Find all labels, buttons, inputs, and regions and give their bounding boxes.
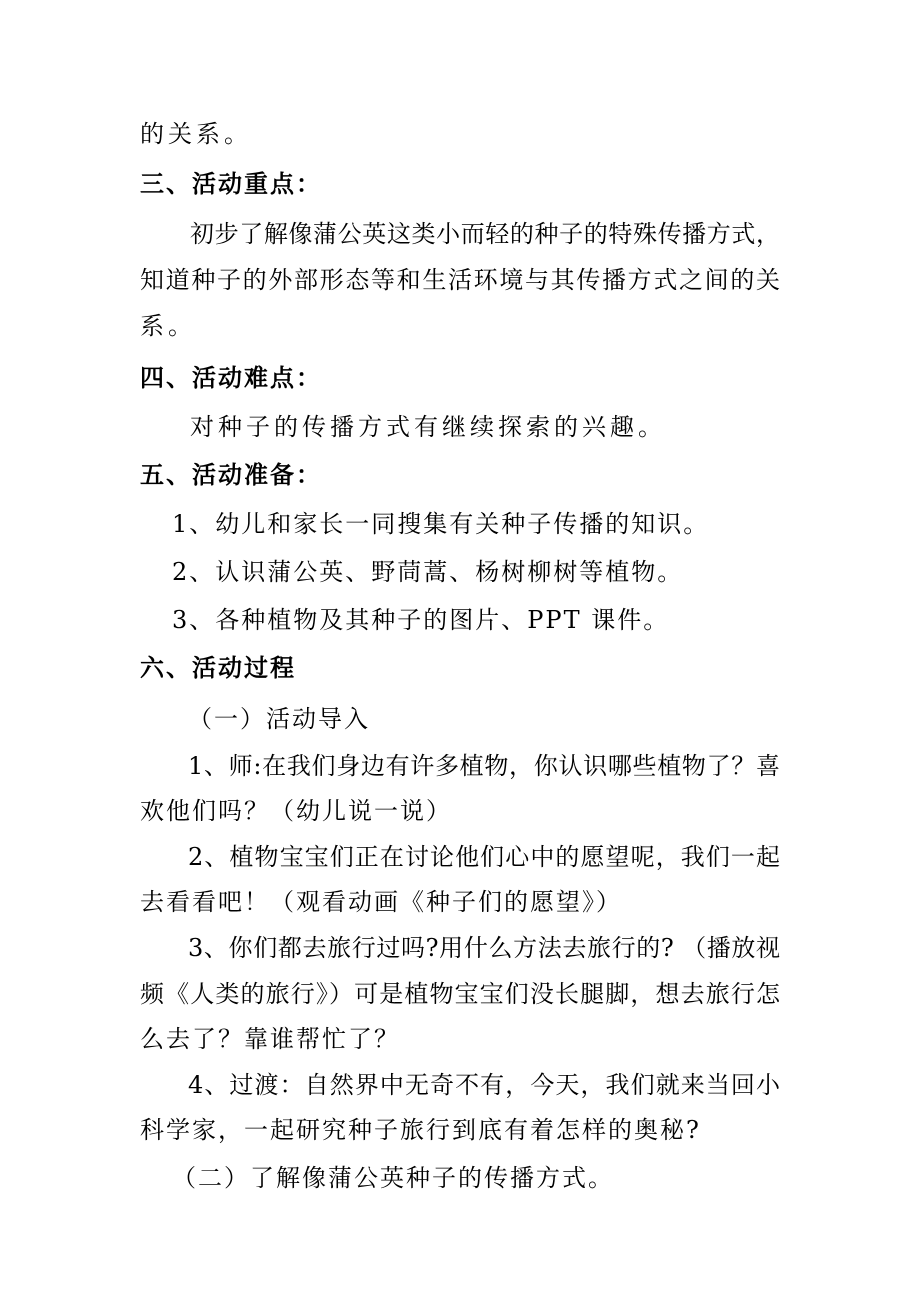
section-heading-process: 六、活动过程 (140, 653, 296, 682)
text-line: 3、你们都去旅行过吗?用什么方法去旅行的? （播放视 (188, 934, 780, 962)
text-line: 的关系。 (140, 120, 252, 148)
text-line: 么去了？靠谁帮忙了？ (140, 1025, 400, 1053)
text-line: 4、过渡：自然界中无奇不有，今天，我们就来当回小 (188, 1071, 780, 1099)
text-line: 科学家，一起研究种子旅行到底有着怎样的奥秘? (140, 1116, 701, 1144)
subsection-heading: （二）了解像蒲公英种子的传播方式。 (172, 1164, 614, 1192)
list-item: 1、幼儿和家长一同搜集有关种子传播的知识。 (172, 510, 710, 538)
subsection-heading: （一）活动导入 (188, 705, 370, 733)
text-line: 2、植物宝宝们正在讨论他们心中的愿望呢，我们一起 (188, 843, 780, 871)
text-line: 知道种子的外部形态等和生活环境与其传播方式之间的关 (140, 266, 780, 294)
section-heading-key-points: 三、活动重点： (140, 169, 322, 198)
section-heading-difficulties: 四、活动难点： (140, 363, 322, 392)
text-line: 1、师:在我们身边有许多植物，你认识哪些植物了？喜 (188, 752, 780, 780)
text-line: 频《人类的旅行》）可是植物宝宝们没长腿脚，想去旅行怎 (140, 980, 780, 1008)
text-line: 系。 (140, 312, 196, 340)
list-item: 3、各种植物及其种子的图片、PPT 课件。 (172, 606, 670, 634)
text-line: 去看看吧！（观看动画《种子们的愿望》） (140, 888, 622, 916)
text-line: 欢他们吗？（幼儿说一说） (140, 797, 452, 825)
list-item: 2、认识蒲公英、野茼蒿、杨树柳树等植物。 (172, 558, 684, 586)
section-heading-preparation: 五、活动准备： (140, 460, 322, 489)
text-line: 对种子的传播方式有继续探索的兴趣。 (190, 413, 666, 441)
text-line: 初步了解像蒲公英这类小而轻的种子的特殊传播方式， (190, 220, 780, 248)
